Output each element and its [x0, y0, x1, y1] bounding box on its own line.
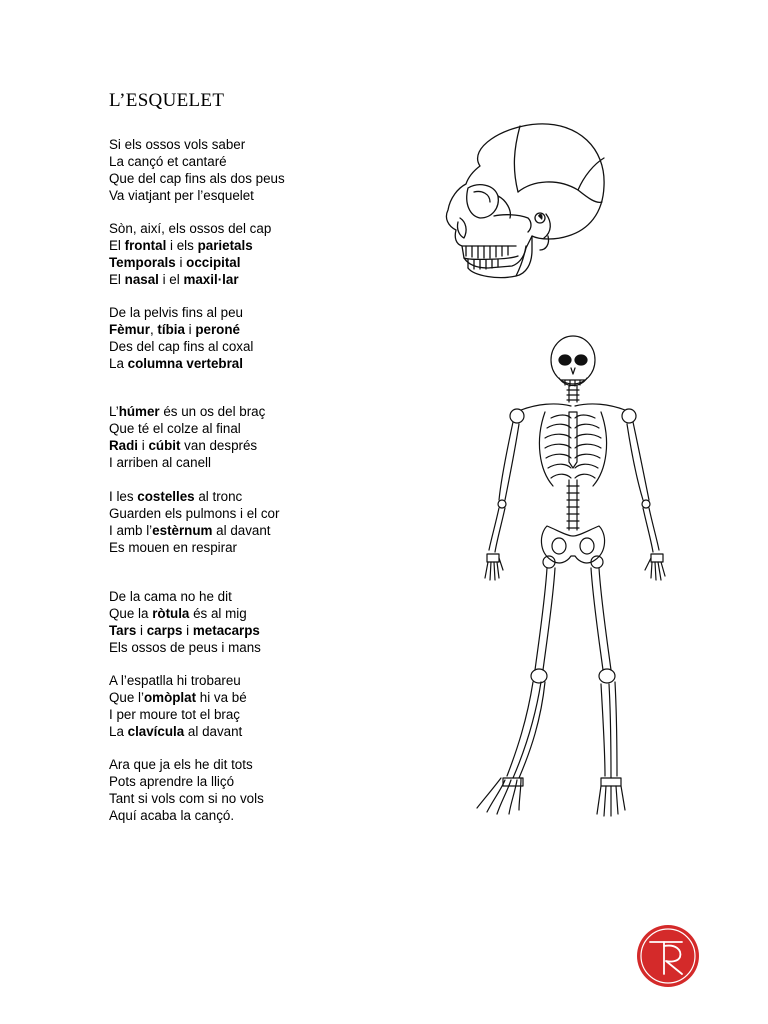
line-text: i els [166, 238, 198, 253]
line-text: Es mouen en respirar [109, 540, 238, 555]
poem-line [109, 605, 261, 622]
poem-line [109, 773, 264, 790]
bone-term: Tars [109, 623, 137, 638]
poem-line [109, 689, 247, 706]
line-text: A l’espatlla hi trobareu [109, 673, 241, 688]
stanza-5 [109, 488, 279, 556]
line-text: Ara que ja els he dit tots [109, 757, 253, 772]
poem-line [109, 437, 265, 454]
bone-term: clavícula [127, 724, 185, 739]
poem-line [109, 403, 265, 420]
bone-term: parietals [197, 238, 253, 253]
line-text: De la cama no he dit [109, 589, 232, 604]
poem-line [109, 505, 279, 522]
line-text: I per moure tot el braç [109, 707, 240, 722]
line-text: Que del cap fins als dos peus [109, 171, 285, 186]
skeleton-illustration [455, 330, 685, 830]
line-text: El [109, 272, 125, 287]
line-text: Si els ossos vols saber [109, 137, 246, 152]
bone-term: Fèmur [109, 322, 150, 337]
poem-line [109, 522, 279, 539]
poem-line [109, 588, 261, 605]
line-text: i [182, 623, 193, 638]
poem-line [109, 756, 264, 773]
skull-illustration [428, 118, 608, 296]
line-text: Tant si vols com si no vols [109, 791, 264, 806]
line-text: i [138, 438, 149, 453]
bone-term: cúbit [148, 438, 181, 453]
line-text: i [184, 322, 196, 337]
line-text: van després [180, 438, 258, 453]
line-text: és un os del braç [159, 404, 266, 419]
poem-line [109, 271, 271, 288]
bone-term: estèrnum [152, 523, 213, 538]
poem-line [109, 488, 279, 505]
line-text: La cançó et cantaré [109, 154, 227, 169]
poem-line [109, 187, 285, 204]
stanza-8 [109, 756, 264, 824]
poem-line [109, 220, 271, 237]
line-text: al tronc [194, 489, 243, 504]
poem-line [109, 304, 253, 321]
line-text: Que la [109, 606, 153, 621]
poem-line [109, 338, 253, 355]
line-text: al davant [212, 523, 271, 538]
bone-term: columna vertebral [127, 356, 243, 371]
poem-line [109, 639, 261, 656]
line-text: I arriben al canell [109, 455, 211, 470]
bone-term: frontal [124, 238, 167, 253]
bone-term: húmer [118, 404, 160, 419]
poem-line [109, 254, 271, 271]
page-title: L’ESQUELET [109, 90, 225, 111]
poem-line [109, 539, 279, 556]
bone-term: omòplat [143, 690, 197, 705]
line-text: Des del cap fins al coxal [109, 339, 254, 354]
line-text: La [109, 356, 128, 371]
poem-line [109, 790, 264, 807]
bone-term: peroné [195, 322, 240, 337]
poem-line [109, 454, 265, 471]
line-text: Va viatjant per l’esquelet [109, 188, 254, 203]
line-text: I amb l’ [109, 523, 153, 538]
poem-line [109, 807, 264, 824]
line-text: i el [158, 272, 184, 287]
line-text: Aquí acaba la cançó. [109, 808, 235, 823]
stanza-1 [109, 136, 285, 204]
line-text: De la pelvis fins al peu [109, 305, 243, 320]
line-text: Guarden els pulmons i el cor [109, 506, 280, 521]
bone-term: tíbia [157, 322, 185, 337]
line-text: L’ [109, 404, 119, 419]
poem-line [109, 136, 285, 153]
line-text: és al mig [189, 606, 247, 621]
bone-term: carps [146, 623, 183, 638]
line-text: Que l’ [109, 690, 144, 705]
line-text: i [136, 623, 147, 638]
line-text: El [109, 238, 125, 253]
line-text: al davant [184, 724, 243, 739]
bone-term: occipital [186, 255, 241, 270]
stanza-6 [109, 588, 261, 656]
logo-icon [636, 924, 700, 988]
line-text: , [149, 322, 158, 337]
poem-line [109, 622, 261, 639]
line-text: La [109, 724, 128, 739]
stanza-3 [109, 304, 253, 372]
stanza-7 [109, 672, 247, 740]
line-text: i [175, 255, 187, 270]
stanza-4 [109, 403, 265, 471]
poem-line [109, 672, 247, 689]
poem-line [109, 723, 247, 740]
poem-line [109, 170, 285, 187]
poem-line [109, 706, 247, 723]
bone-term: Radi [109, 438, 139, 453]
bone-term: maxil·lar [183, 272, 239, 287]
bone-term: ròtula [152, 606, 190, 621]
line-text: Els ossos de peus i mans [109, 640, 261, 655]
line-text: Que té el colze al final [109, 421, 241, 436]
line-text: Sòn, així, els ossos del cap [109, 221, 272, 236]
bone-term: metacarps [192, 623, 260, 638]
poem-line [109, 355, 253, 372]
poem-line [109, 237, 271, 254]
stanza-2 [109, 220, 271, 288]
poem-line [109, 153, 285, 170]
poem-line [109, 321, 253, 338]
line-text: hi va bé [196, 690, 247, 705]
bone-term: costelles [137, 489, 195, 504]
line-text: I les [109, 489, 138, 504]
poem-line [109, 420, 265, 437]
bone-term: Temporals [109, 255, 176, 270]
line-text: Pots aprendre la lliçó [109, 774, 235, 789]
bone-term: nasal [124, 272, 159, 287]
